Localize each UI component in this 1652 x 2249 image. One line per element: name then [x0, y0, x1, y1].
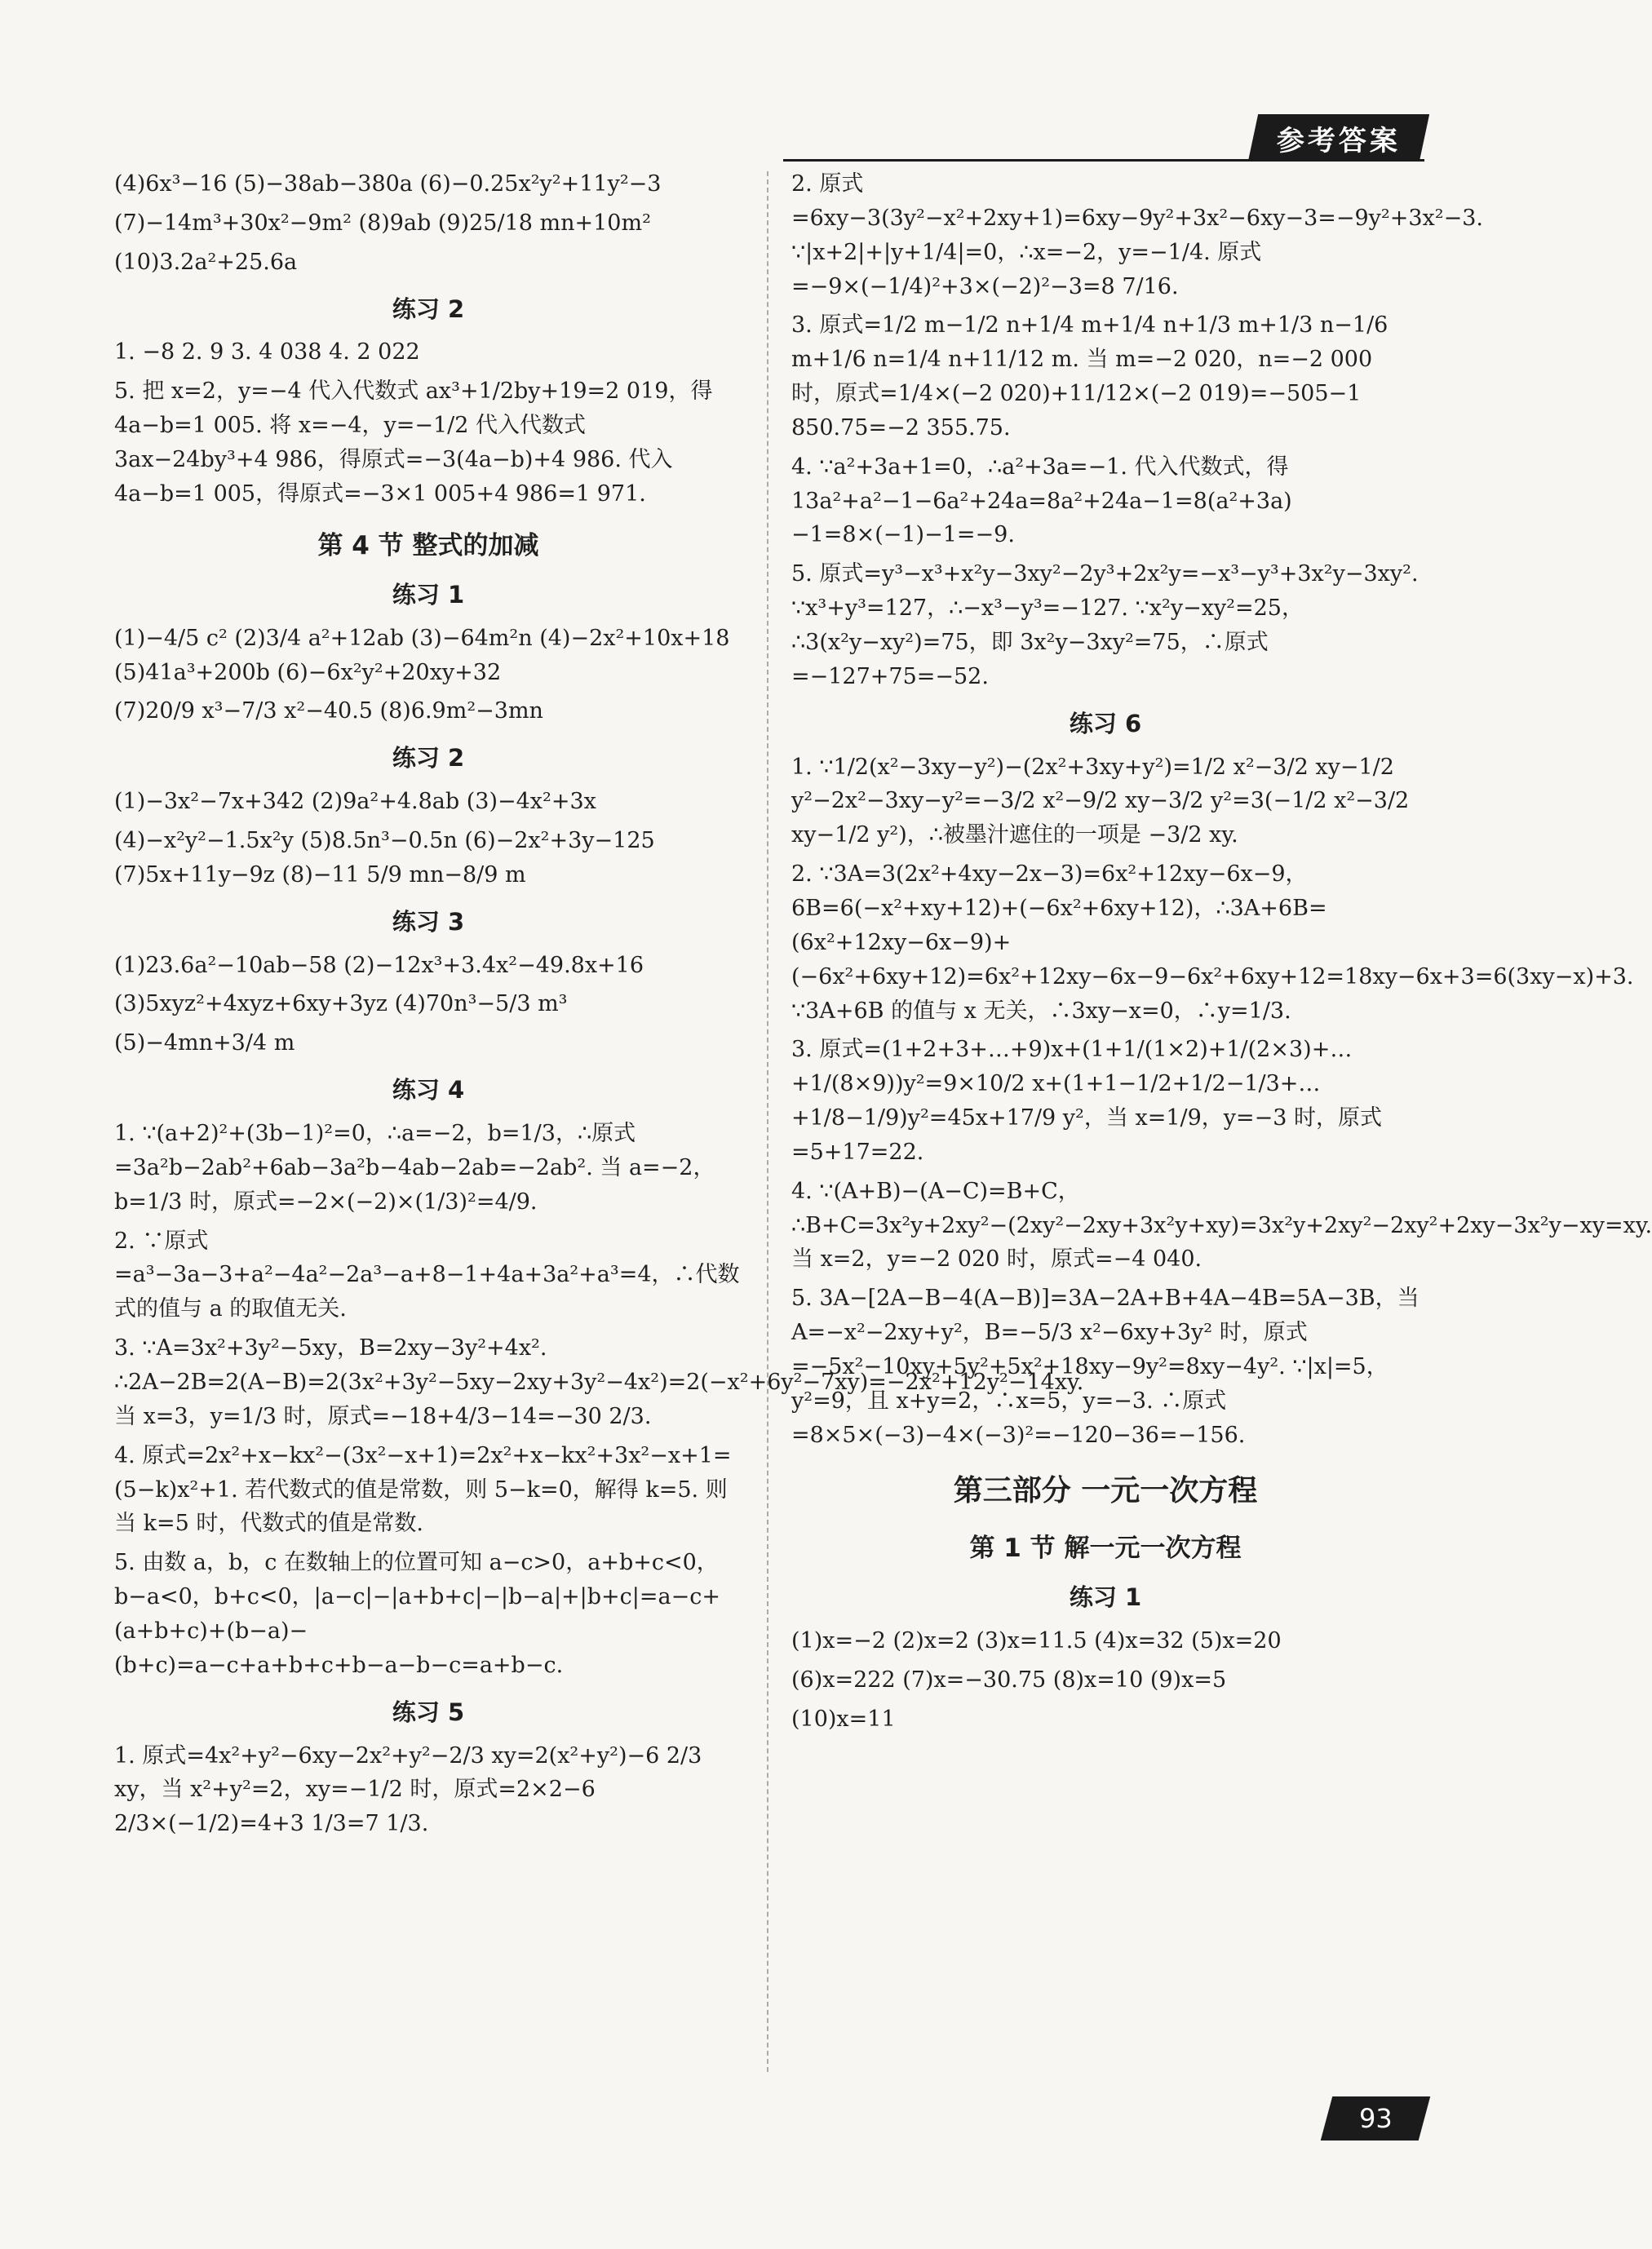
answer-line: 4. ∵a²+3a+1=0，∴a²+3a=−1. 代入代数式，得 13a²+a²−1−6a²+24a=8a²+24a−1=8(a²+3a)−1=8×(−1)−1=−9. [791, 454, 1292, 548]
answer-line: (1)−4/5 c² (2)3/4 a²+12ab (3)−64m²n (4)−2x²+10x+18 (5)41a³+200b (6)−6x²y²+20xy+32 [114, 625, 730, 685]
answer-line: (5)−4mn+3/4 m [114, 1030, 295, 1056]
exercise-heading: 练习 3 [392, 907, 465, 936]
answer-line: (7)20/9 x³−7/3 x²−40.5 (8)6.9m²−3mn [114, 698, 543, 724]
answer-line: 3. 原式=(1+2+3+…+9)x+(1+1/(1×2)+1/(2×3)+…+1/(8×9))y²=9×10/2 x+(1+1−1/2+1/2−1/3+…+1/8−1/9)y²=45x+17/9 y²，当 x=1/9，y=−3 时，原式=5+17=22. [791, 1037, 1383, 1165]
answer-line: (7)−14m³+30x²−9m² (8)9ab (9)25/18 mn+10m² [114, 210, 651, 236]
right-column [791, 167, 1652, 1742]
answer-line: 5. 由数 a，b，c 在数轴上的位置可知 a−c>0，a+b+c<0，b−a<0，b+c<0，|a−c|−|a+b+c|−|b−a|+|b+c|=a−c+(a+b+c)+(b−a)−(b+c)=a−c+a+b+c+b−a−b−c=a+b−c. [114, 1550, 720, 1678]
answer-line: 1. −8 2. 9 3. 4 038 4. 2 022 [114, 339, 420, 365]
answer-line: 5. 原式=y³−x³+x²y−3xy²−2y³+2x²y=−x³−y³+3x²y−3xy². ∵x³+y³=127，∴−x³−y³=−127. ∵x²y−xy²=25，∴3(x²y−xy²)=75，即 3x²y−3xy²=75，∴原式=−127+75=−52. [791, 561, 1419, 689]
answer-line: 2. ∵原式=a³−3a−3+a²−4a²−2a³−a+8−1+4a+3a²+a³=4，∴代数式的值与 a 的取值无关. [114, 1228, 740, 1322]
answer-line: (10)x=11 [791, 1706, 896, 1732]
answer-line: 2. 原式=6xy−3(3y²−x²+2xy+1)=6xy−9y²+3x²−6xy−3=−9y²+3x²−3. ∵|x+2|+|y+1/4|=0，∴x=−2，y=−1/4. 原式=−9×(−1/4)²+3×(−2)²−3=8 7/16. [791, 171, 1483, 299]
answer-line: 5. 把 x=2，y=−4 代入代数式 ax³+1/2by+19=2 019，得 4a−b=1 005. 将 x=−4，y=−1/2 代入代数式 3ax−24by³+4 986，得原式=−3(4a−b)+4 986. 代入 4a−b=1 005，得原式=−3×1 005+4 986=1 971. [114, 379, 713, 507]
answer-line: 1. ∵1/2(x²−3xy−y²)−(2x²+3xy+y²)=1/2 x²−3/2 xy−1/2 y²−2x²−3xy−y²=−3/2 x²−9/2 xy−3/2 y²=3(−1/2 x²−3/2 xy−1/2 y²)，∴被墨汁遮住的一项是 −3/2 xy. [791, 754, 1410, 848]
page-number-badge [1321, 2096, 1430, 2141]
answer-line: (10)3.2a²+25.6a [114, 249, 298, 275]
header-rule [783, 159, 1424, 162]
exercise-heading: 练习 1 [392, 580, 465, 609]
answer-line: 2. ∵3A=3(2x²+4xy−2x−3)=6x²+12xy−6x−9，6B=6(−x²+xy+12)+(−6x²+6xy+12)，∴3A+6B=(6x²+12xy−6x−9)+(−6x²+6xy+12)=6x²+12xy−6x−9−6x²+6xy+12=18xy−6x+3=6(3xy−x)+3. ∵3A+6B 的值与 x 无关，∴3xy−x=0，∴y=1/3. [791, 861, 1634, 1024]
exercise-heading: 练习 2 [392, 744, 465, 773]
answer-line: 1. 原式=4x²+y²−6xy−2x²+y²−2/3 xy=2(x²+y²)−6 2/3 xy，当 x²+y²=2，xy=−1/2 时，原式=2×2−6 2/3×(−1/2)=4+3 1/3=7 1/3. [114, 1742, 702, 1837]
answer-line: (1)23.6a²−10ab−58 (2)−12x³+3.4x²−49.8x+16 [114, 952, 644, 978]
exercise-heading: 练习 1 [1069, 1583, 1142, 1612]
section-heading: 第 4 节 整式的加减 [317, 530, 539, 560]
answer-line: (1)x=−2 (2)x=2 (3)x=11.5 (4)x=32 (5)x=20 [791, 1628, 1282, 1654]
exercise-heading: 练习 6 [1069, 709, 1142, 737]
part-heading: 第三部分 一元一次方程 [953, 1474, 1258, 1508]
page-number: 93 [1358, 2103, 1393, 2134]
section-heading: 第 1 节 解一元一次方程 [969, 1534, 1242, 1564]
answer-line: (3)5xyz²+4xyz+6xy+3yz (4)70n³−5/3 m³ [114, 991, 568, 1017]
exercise-heading: 练习 5 [392, 1698, 465, 1726]
answer-line: (4)−x²y²−1.5x²y (5)8.5n³−0.5n (6)−2x²+3y−125 (7)5x+11y−9z (8)−11 5/9 mn−8/9 m [114, 827, 655, 888]
answer-line: (4)6x³−16 (5)−38ab−380a (6)−0.25x²y²+11y²−3 [114, 171, 662, 197]
exercise-heading: 练习 2 [392, 294, 465, 323]
answer-line: 3. 原式=1/2 m−1/2 n+1/4 m+1/4 n+1/3 m+1/3 n−1/6 m+1/6 n=1/4 n+11/12 m. 当 m=−2 020，n=−2 000 时，原式=1/4×(−2 020)+11/12×(−2 019)=−505−1 850.75=−2 355.75. [791, 312, 1388, 441]
answer-line: 4. 原式=2x²+x−kx²−(3x²−x+1)=2x²+x−kx²+3x²−x+1=(5−k)x²+1. 若代数式的值是常数，则 5−k=0，解得 k=5. 则当 k=5 时，代数式的值是常数. [114, 1442, 732, 1537]
answer-line: 4. ∵(A+B)−(A−C)=B+C，∴B+C=3x²y+2xy²−(2xy²−2xy+3x²y+xy)=3x²y+2xy²−2xy²+2xy−3x²y−xy=xy. 当 x=2，y=−2 020 时，原式=−4 040. [791, 1178, 1652, 1273]
answer-line: 5. 3A−[2A−B−4(A−B)]=3A−2A+B+4A−4B=5A−3B，当 A=−x²−2xy+y²，B=−5/3 x²−6xy+3y² 时，原式=−5x²−10xy+5y²+5x²+18xy−9y²=8xy−4y². ∵|x|=5，y²=9，且 x+y=2，∴x=5，y=−3. ∴原式=8×5×(−3)−4×(−3)²=−120−36=−156. [791, 1286, 1419, 1448]
column-divider [767, 171, 768, 2072]
answer-key-tab [1248, 114, 1429, 162]
answer-line: (1)−3x²−7x+342 (2)9a²+4.8ab (3)−4x²+3x [114, 789, 596, 815]
answer-line: (6)x=222 (7)x=−30.75 (8)x=10 (9)x=5 [791, 1667, 1227, 1693]
exercise-heading: 练习 4 [392, 1076, 465, 1105]
answer-key-label: 参考答案 [1277, 124, 1401, 157]
answer-line: 1. ∵(a+2)²+(3b−1)²=0，∴a=−2，b=1/3，∴原式=3a²b−2ab²+6ab−3a²b−4ab−2ab=−2ab². 当 a=−2，b=1/3 时，原式=−2×(−2)×(1/3)²=4/9. [114, 1121, 715, 1215]
answer-line: 3. ∵A=3x²+3y²−5xy，B=2xy−3y²+4x². ∴2A−2B=2(A−B)=2(3x²+3y²−5xy−2xy+3y²−4x²)=2(−x²+6y²−7xy)=−2x²+12y²−14xy. 当 x=3，y=1/3 时，原式=−18+4/3−14=−30 2/3. [114, 1335, 1084, 1429]
